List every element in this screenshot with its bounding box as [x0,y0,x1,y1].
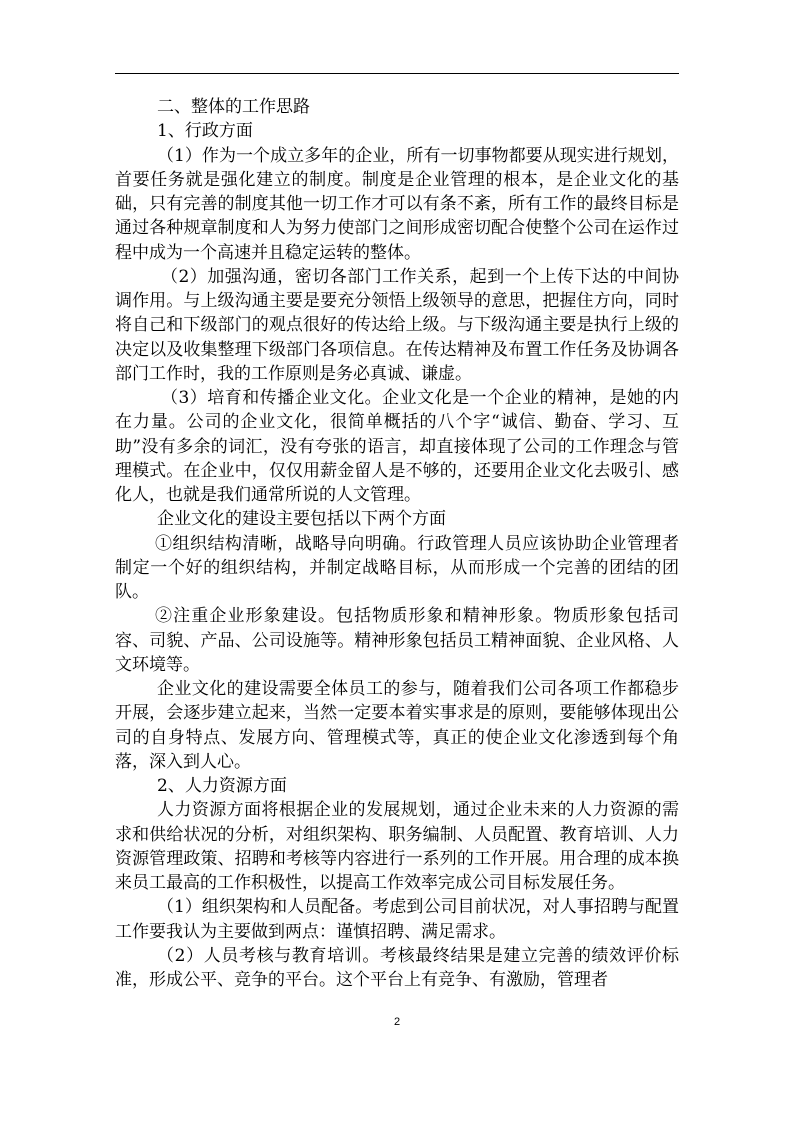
paragraph: （1）作为一个成立多年的企业，所有一切事物都要从现实进行规划，首要任务就是强化建立的制度。制度是企业管理的根本，是企业文化的基础，只有完善的制度其他一切工作才可以有条不紊，所有工作的最终目标是通过各种规章制度和人为努力使部门之间形成密切配合使整个公司在运作过程中成为一个高速并且稳定运转的整体。 [115,145,679,263]
page-number: 2 [393,1016,401,1028]
section-heading: 二、整体的工作思路 [157,97,310,117]
list-item: ①组织结构清晰，战略导向明确。行政管理人员应该协助企业管理者制定一个好的组织结构，并制定战略目标，从而形成一个完善的团结的团队。 [115,533,679,602]
paragraph: （3）培育和传播企业文化。企业文化是一个企业的精神，是她的内在力量。公司的企业文化，很简单概括的八个字“诚信、勤奋、学习、互助”没有多余的词汇，没有夸张的语言，却直接体现了公司的工作理念与管理模式。在企业中，仅仅用薪金留人是不够的，还要用企业文化去吸引、感化人，也就是我们通常所说的人文管理。 [115,388,679,505]
body-text [115,95,679,992]
paragraph: 人力资源方面将根据企业的发展规划，通过企业未来的人力资源的需求和供给状况的分析，对组织架构、职务编制、人员配置、教育培训、人力资源管理政策、招聘和考核等内容进行一系列的工作开展。用合理的成本换来员工最高的工作积极性，以提高工作效率完成公司目标发展任务。 [115,800,679,893]
subsection-heading: 2、人力资源方面 [157,776,287,796]
paragraph: （2）人员考核与教育培训。考核最终结果是建立完善的绩效评价标准，形成公平、竞争的平台。这个平台上有竞争、有激励，管理者 [115,945,679,990]
subsection-heading: 1、行政方面 [157,121,253,142]
list-item: ②注重企业形象建设。包括物质形象和精神形象。物质形象包括司容、司貌、产品、公司设施等。精神形象包括员工精神面貌、企业风格、人文环境等。 [115,606,679,675]
header-rule [115,73,679,74]
paragraph: 企业文化的建设需要全体员工的参与，随着我们公司各项工作都稳步开展，会逐步建立起来，当然一定要本着实事求是的原则，要能够体现出公司的自身特点、发展方向、管理模式等，真正的使企业文化渗透到每个角落，深入到人心。 [115,679,679,772]
paragraph: （2）加强沟通，密切各部门工作关系，起到一个上传下达的中间协调作用。与上级沟通主要是要充分领悟上级领导的意思，把握住方向，同时将自己和下级部门的观点很好的传达给上级。与下级沟通主要是执行上级的决定以及收集整理下级部门各项信息。在传达精神及布置工作任务及协调各部门工作时，我的工作原则是务必真诚、谦虚。 [115,266,679,384]
paragraph: （1）组织架构和人员配备。考虑到公司目前状况，对人事招聘与配置工作要我认为主要做到两点：谨慎招聘、满足需求。 [115,897,679,942]
paragraph: 企业文化的建设主要包括以下两个方面 [157,509,446,530]
